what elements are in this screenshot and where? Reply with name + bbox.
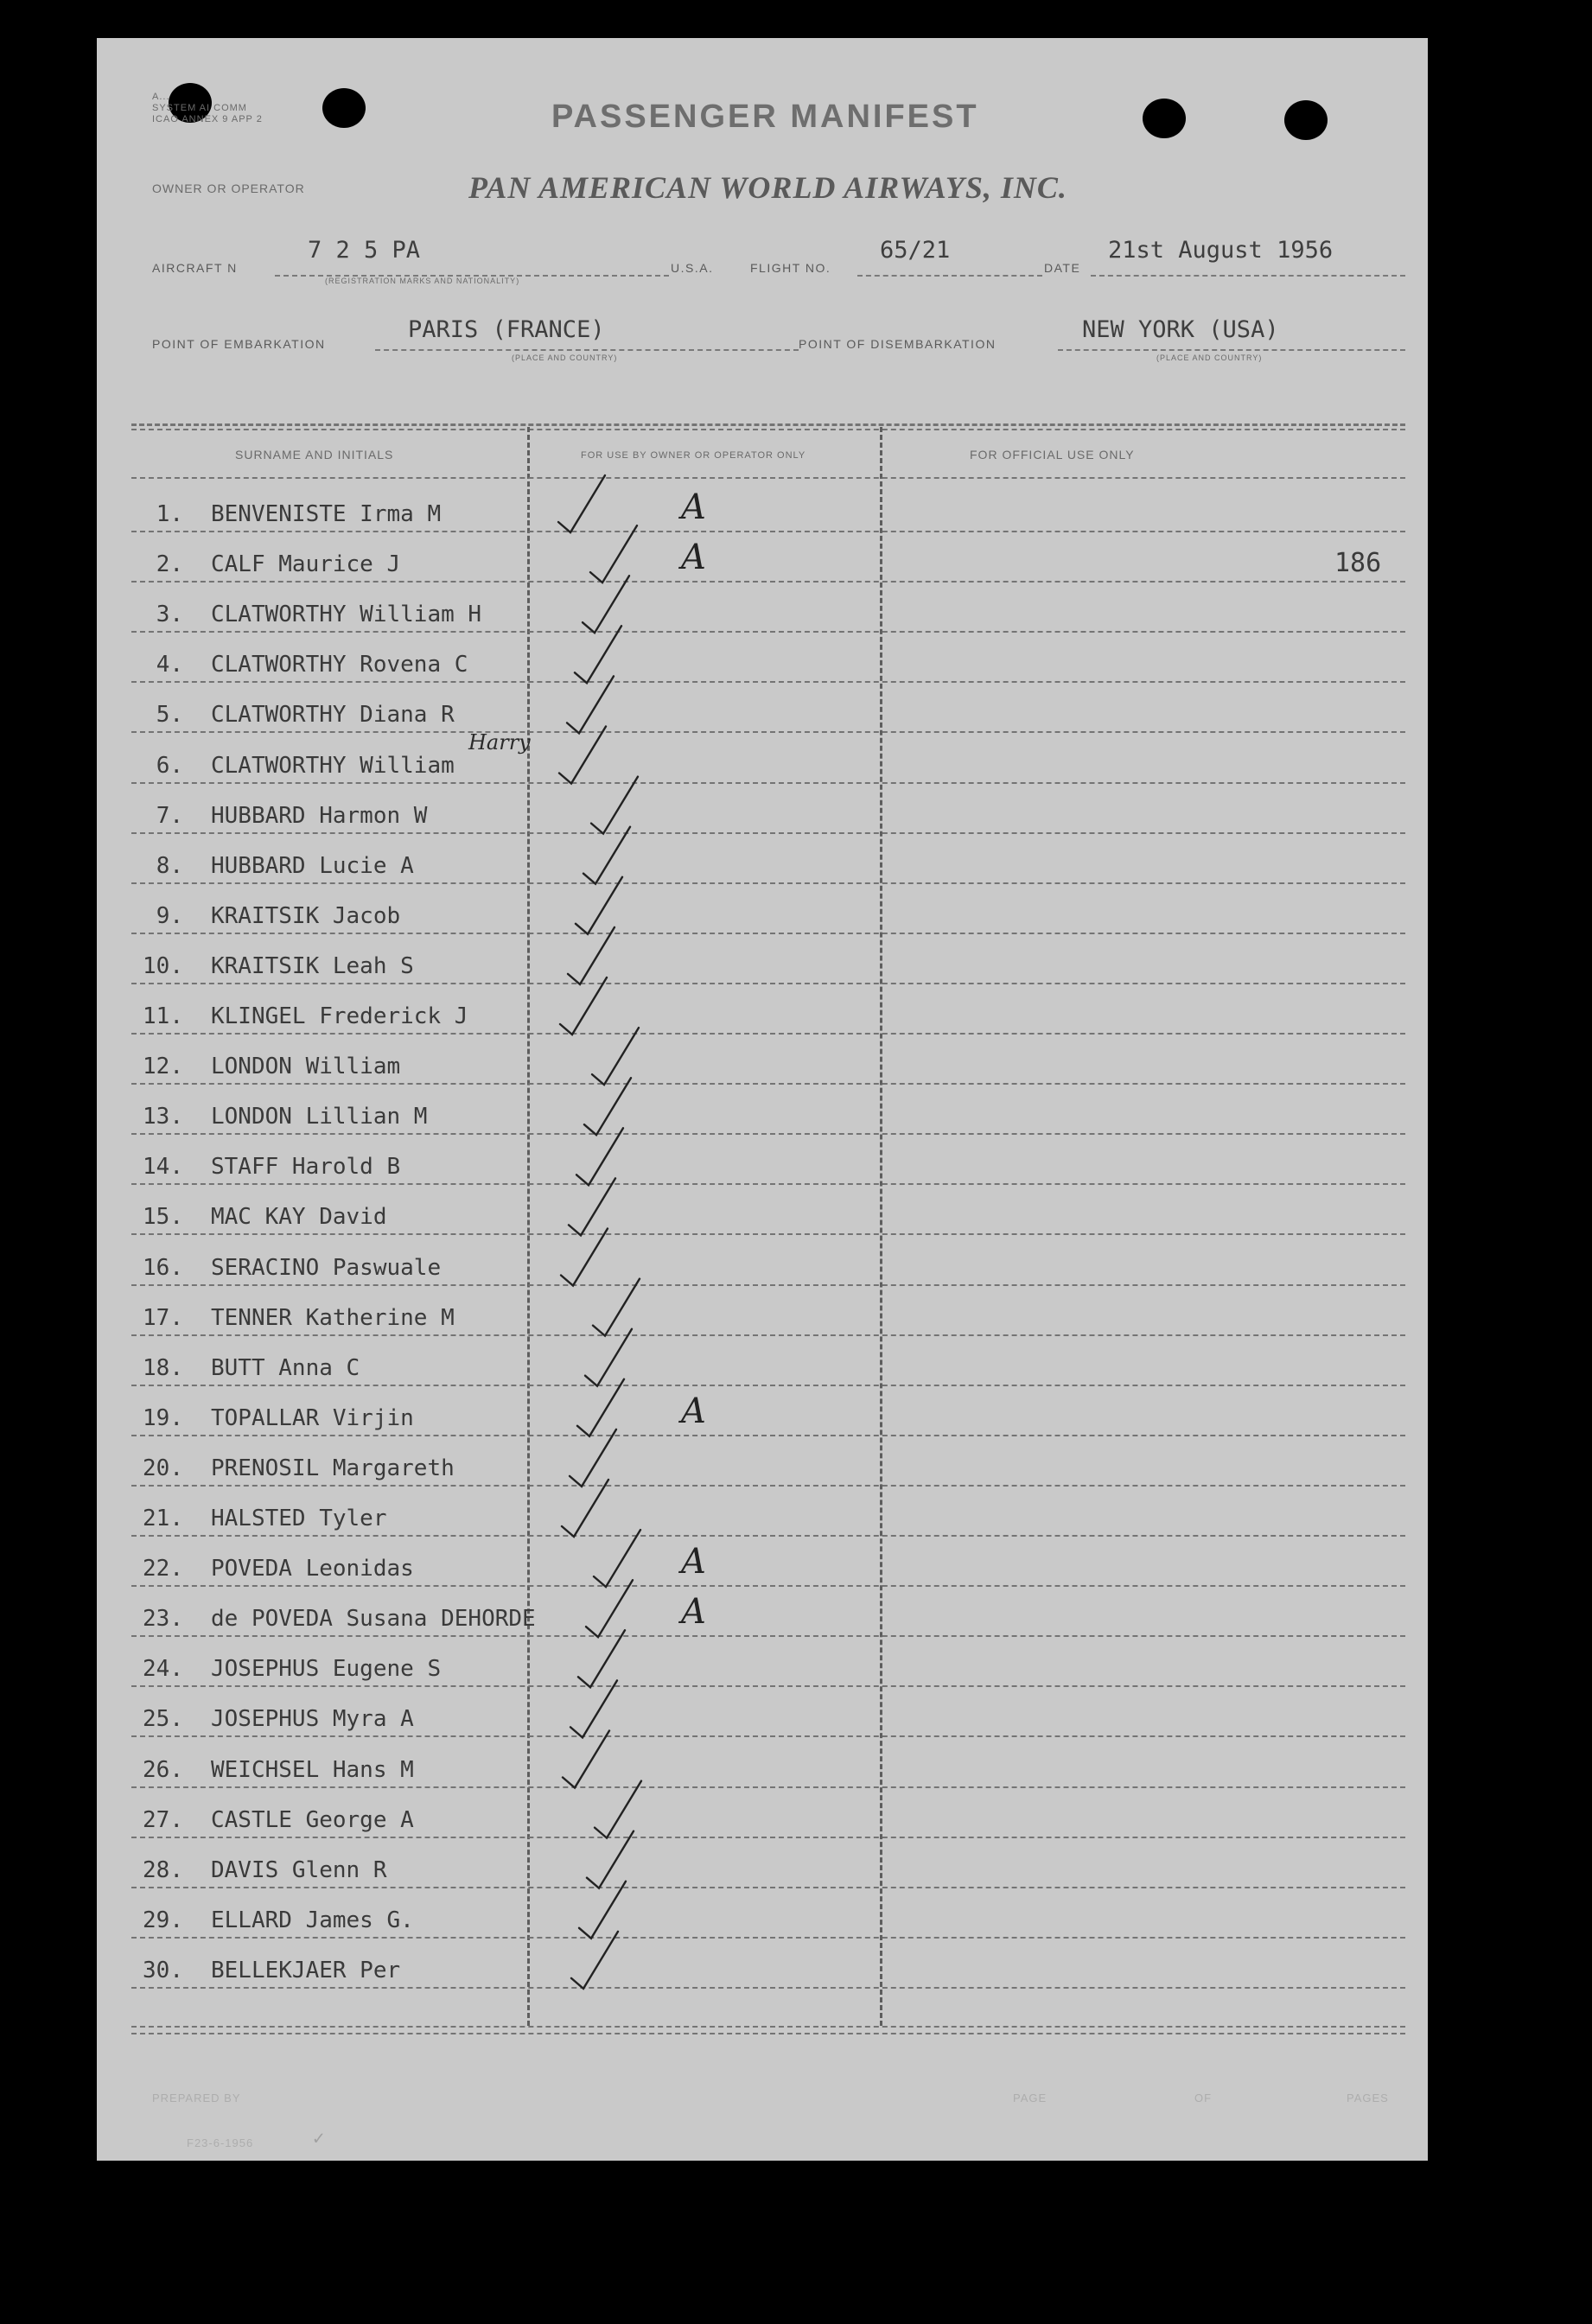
check-mark <box>567 676 614 733</box>
check-mark <box>593 1279 640 1336</box>
row-number: 30. <box>143 1957 183 1983</box>
punch-hole-3 <box>1143 99 1186 138</box>
row-rule <box>131 1033 1405 1035</box>
embarkation-sublabel: (PLACE AND COUNTRY) <box>512 353 618 362</box>
aircraft-sublabel: (REGISTRATION MARKS AND NATIONALITY) <box>325 277 520 285</box>
row-rule <box>131 1535 1405 1537</box>
operator-mark: A <box>681 1391 706 1431</box>
row-rule <box>131 882 1405 884</box>
passenger-name: LONDON Lillian M <box>211 1104 428 1130</box>
row-rule <box>131 1735 1405 1737</box>
embarkation-point: PARIS (FRANCE) <box>408 316 605 343</box>
check-mark <box>560 977 607 1035</box>
passenger-name: TENNER Katherine M <box>211 1304 455 1331</box>
form-ref-line: ICAO ANNEX 9 APP 2 <box>152 114 263 124</box>
row-number: 2. <box>156 551 183 578</box>
check-mark <box>576 1128 623 1185</box>
passenger-name: JOSEPHUS Eugene S <box>211 1656 442 1683</box>
row-number: 10. <box>143 952 183 979</box>
passenger-name: KLINGEL Frederick J <box>211 1003 468 1029</box>
row-rule <box>131 1685 1405 1687</box>
row-number: 24. <box>143 1656 183 1683</box>
check-mark <box>558 475 605 532</box>
date-label: DATE <box>1044 261 1081 275</box>
row-number: 20. <box>143 1455 183 1481</box>
check-mark <box>594 1530 640 1587</box>
check-mark <box>559 727 606 784</box>
check-mark <box>587 1831 634 1888</box>
check-mark <box>584 1078 631 1135</box>
row-rule <box>131 581 1405 583</box>
surname-column-header: SURNAME AND INITIALS <box>235 448 394 462</box>
passenger-name: KRAITSIK Leah S <box>211 952 414 979</box>
row-rule <box>131 631 1405 633</box>
official-column-header: FOR OFFICIAL USE ONLY <box>970 448 1135 462</box>
operator-column-header: FOR USE BY OWNER OR OPERATOR ONLY <box>581 450 806 461</box>
form-number: F23-6-1956 <box>187 2136 254 2149</box>
row-rule <box>131 531 1405 532</box>
pages-label: PAGES <box>1347 2092 1389 2104</box>
row-rule <box>131 933 1405 934</box>
row-rule <box>131 1083 1405 1085</box>
country-label: U.S.A. <box>671 261 714 275</box>
disembarkation-label: POINT OF DISEMBARKATION <box>799 337 997 351</box>
row-number: 7. <box>156 802 183 829</box>
check-mark <box>583 827 630 884</box>
aircraft-line <box>275 268 669 277</box>
row-rule <box>131 983 1405 984</box>
row-number: 8. <box>156 852 183 879</box>
check-mark <box>586 1580 633 1637</box>
operator-mark: A <box>681 538 706 578</box>
passenger-name: CLATWORTHY Diana R <box>211 702 455 729</box>
passenger-name: STAFF Harold B <box>211 1154 401 1181</box>
punch-hole-2 <box>322 88 366 128</box>
passenger-name: ELLARD James G. <box>211 1907 414 1933</box>
disembarkation-point: NEW YORK (USA) <box>1082 316 1279 343</box>
passenger-name: HUBBARD Lucie A <box>211 852 414 879</box>
operator-mark: A <box>681 1542 706 1582</box>
passenger-name: de POVEDA Susana DEHORDE <box>211 1606 536 1633</box>
row-number: 17. <box>143 1304 183 1331</box>
check-mark <box>570 1680 617 1737</box>
row-number: 18. <box>143 1354 183 1381</box>
row-number: 14. <box>143 1154 183 1181</box>
form-ref-line: A... <box>152 92 170 102</box>
row-number: 11. <box>143 1003 183 1029</box>
check-mark <box>568 927 615 984</box>
flight-number: 65/21 <box>880 237 951 264</box>
owner-label: OWNER OR OPERATOR <box>152 181 305 195</box>
check-mark <box>592 1028 639 1085</box>
row-number: 27. <box>143 1806 183 1833</box>
row-number: 4. <box>156 652 183 678</box>
disembarkation-sublabel: (PLACE AND COUNTRY) <box>1156 353 1263 362</box>
embarkation-label: POINT OF EMBARKATION <box>152 337 326 351</box>
embarkation-line <box>375 342 799 351</box>
row-rule <box>131 1385 1405 1386</box>
row-number: 13. <box>143 1104 183 1130</box>
passenger-name: HUBBARD Harmon W <box>211 802 428 829</box>
row-rule <box>131 1887 1405 1888</box>
check-mark <box>576 877 622 934</box>
handwritten-annotation: Harry <box>468 729 531 755</box>
page-label: PAGE <box>1013 2092 1048 2104</box>
form-ref-line: SYSTEM AI COMM <box>152 103 247 113</box>
check-mark <box>575 626 621 683</box>
row-rule <box>131 1435 1405 1436</box>
official-entry: 186 <box>1334 548 1382 579</box>
table-bottom-rule <box>131 2026 1405 2028</box>
row-number: 19. <box>143 1404 183 1431</box>
check-mark <box>591 777 638 834</box>
check-mark <box>585 1329 632 1386</box>
row-rule <box>131 1183 1405 1185</box>
disembarkation-line <box>1058 342 1405 351</box>
flight-line <box>857 268 1042 277</box>
row-number: 21. <box>143 1506 183 1531</box>
check-mark <box>570 1429 616 1487</box>
passenger-name: WEICHSEL Hans M <box>211 1756 414 1783</box>
row-rule <box>131 681 1405 683</box>
check-mark <box>569 1178 615 1235</box>
check-glyph: ✓ <box>313 2128 325 2149</box>
aircraft-label: AIRCRAFT N <box>152 261 238 275</box>
row-number: 1. <box>156 501 183 527</box>
row-rule <box>131 1837 1405 1838</box>
row-number: 5. <box>156 702 183 729</box>
row-number: 25. <box>143 1706 183 1733</box>
passenger-name: DAVIS Glenn R <box>211 1856 387 1883</box>
punch-hole-4 <box>1284 100 1328 140</box>
of-label: OF <box>1194 2092 1213 2104</box>
passenger-name: BUTT Anna C <box>211 1354 360 1381</box>
row-number: 12. <box>143 1054 183 1080</box>
row-number: 3. <box>156 602 183 628</box>
passenger-name: CASTLE George A <box>211 1806 414 1833</box>
check-mark <box>577 1379 624 1436</box>
operator-name: PAN AMERICAN WORLD AIRWAYS, INC. <box>468 170 1067 205</box>
row-number: 9. <box>156 902 183 929</box>
check-mark <box>562 1480 608 1537</box>
table-top-rule <box>131 423 1405 426</box>
row-rule <box>131 1284 1405 1286</box>
row-rule <box>131 1485 1405 1487</box>
passenger-name: KRAITSIK Jacob <box>211 902 401 929</box>
row-rule <box>131 1635 1405 1637</box>
passenger-name: JOSEPHUS Myra A <box>211 1706 414 1733</box>
header-rule <box>131 477 1405 479</box>
check-mark <box>561 1229 608 1286</box>
row-number: 28. <box>143 1856 183 1883</box>
form-reference <box>152 92 263 125</box>
row-number: 23. <box>143 1606 183 1633</box>
operator-mark: A <box>681 1592 706 1633</box>
passenger-name: SERACINO Paswuale <box>211 1254 442 1281</box>
row-rule <box>131 1585 1405 1587</box>
row-number: 26. <box>143 1756 183 1783</box>
passenger-name: PRENOSIL Margareth <box>211 1455 455 1481</box>
check-mark <box>578 1630 625 1687</box>
prepared-by-label: PREPARED BY <box>152 2092 241 2104</box>
passenger-name: BELLEKJAER Per <box>211 1957 401 1983</box>
check-mark <box>583 576 629 633</box>
date-line <box>1091 268 1405 277</box>
passenger-name: CLATWORTHY William <box>211 752 455 779</box>
table-bottom-rule-2 <box>131 2033 1405 2034</box>
passenger-name: BENVENISTE Irma M <box>211 501 442 527</box>
table-top-rule-2 <box>131 429 1405 430</box>
row-rule <box>131 1937 1405 1939</box>
flight-date: 21st August 1956 <box>1108 237 1334 264</box>
row-rule <box>131 832 1405 834</box>
row-rule <box>131 1334 1405 1336</box>
passenger-name: CLATWORTHY William H <box>211 602 482 628</box>
passenger-name: LONDON William <box>211 1054 401 1080</box>
check-mark <box>590 525 637 583</box>
row-number: 22. <box>143 1556 183 1582</box>
operator-mark: A <box>681 487 706 527</box>
check-mark <box>595 1781 641 1838</box>
check-mark <box>571 1932 618 1989</box>
row-number: 15. <box>143 1204 183 1231</box>
flight-label: FLIGHT NO. <box>750 261 831 275</box>
check-mark <box>563 1731 609 1788</box>
check-mark <box>579 1881 626 1939</box>
row-rule <box>131 1133 1405 1135</box>
row-number: 29. <box>143 1907 183 1933</box>
row-rule <box>131 1786 1405 1788</box>
row-rule <box>131 731 1405 733</box>
row-number: 6. <box>156 752 183 779</box>
passenger-name: CALF Maurice J <box>211 551 401 578</box>
aircraft-registration: 7 2 5 PA <box>308 237 421 264</box>
passenger-name: TOPALLAR Virjin <box>211 1404 414 1431</box>
row-rule <box>131 1987 1405 1989</box>
row-rule <box>131 782 1405 784</box>
passenger-name: POVEDA Leonidas <box>211 1556 414 1582</box>
passenger-name: HALSTED Tyler <box>211 1506 387 1531</box>
row-number: 16. <box>143 1254 183 1281</box>
row-rule <box>131 1233 1405 1235</box>
manifest-sheet <box>97 38 1428 2161</box>
passenger-name: MAC KAY David <box>211 1204 387 1231</box>
document-title: PASSENGER MANIFEST <box>551 99 979 135</box>
passenger-name: CLATWORTHY Rovena C <box>211 652 468 678</box>
